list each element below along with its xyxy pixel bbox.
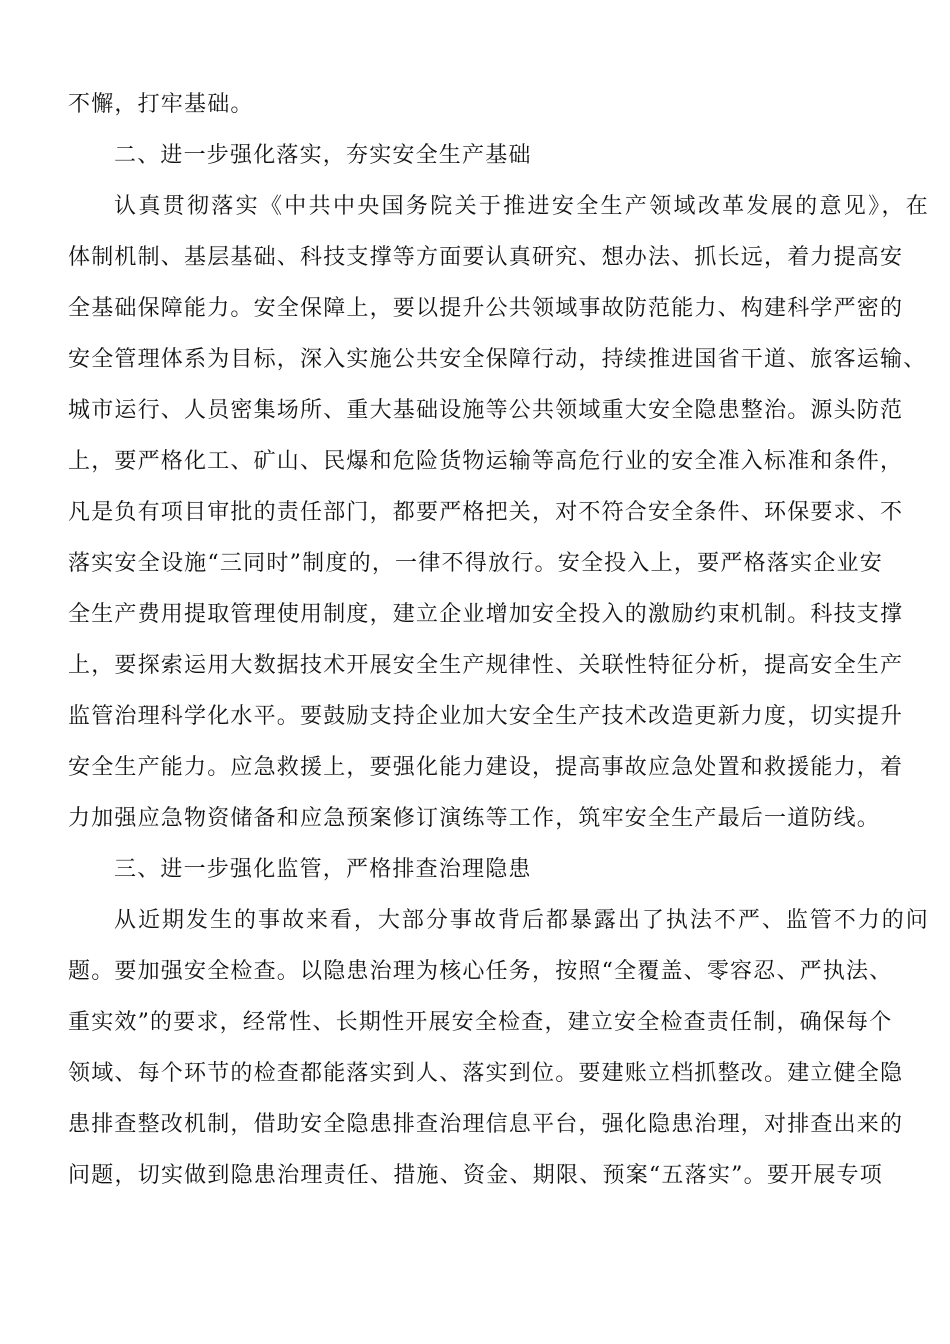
paragraph-line: 认真贯彻落实《中共中央国务院关于推进安全生产领域改革发展的意见》，在 [114,194,929,219]
paragraph-line: 上，要严格化工、矿山、民爆和危险货物运输等高危行业的安全准入标准和条件， [68,449,904,474]
paragraph-line: 问题，切实做到隐患治理责任、措施、资金、期限、预案“五落实”。要开展专项 [68,1163,883,1188]
paragraph-line: 题。要加强安全检查。以隐患治理为核心任务，按照“全覆盖、零容忍、严执法、 [68,959,893,984]
paragraph-line: 城市运行、人员密集场所、重大基础设施等公共领域重大安全隐患整治。源头防范 [68,398,904,423]
paragraph-line: 全生产费用提取管理使用制度，建立企业增加安全投入的激励约束机制。科技支撑 [68,602,904,627]
paragraph-line: 不懈，打牢基础。 [68,92,254,117]
paragraph-line: 监管治理科学化水平。要鼓励支持企业加大安全生产技术改造更新力度，切实提升 [68,704,904,729]
section-heading-2: 二、进一步强化落实，夯实安全生产基础 [114,143,532,168]
paragraph-line: 患排查整改机制，借助安全隐患排查治理信息平台，强化隐患治理，对排查出来的 [68,1112,904,1137]
paragraph-line: 领域、每个环节的检查都能落实到人、落实到位。要建账立档抓整改。建立健全隐 [68,1061,904,1086]
paragraph-line: 安全生产能力。应急救援上，要强化能力建设，提高事故应急处置和救援能力，着 [68,755,904,780]
paragraph-line: 力加强应急物资储备和应急预案修订演练等工作，筑牢安全生产最后一道防线。 [68,806,881,831]
document-body [68,90,929,1212]
paragraph-line: 全基础保障能力。安全保障上，要以提升公共领域事故防范能力、构建科学严密的 [68,296,904,321]
paragraph-line: 安全管理体系为目标，深入实施公共安全保障行动，持续推进国省干道、旅客运输、 [68,347,927,372]
section-heading-3: 三、进一步强化监管，严格排查治理隐患 [114,857,532,882]
paragraph-line: 从近期发生的事故来看，大部分事故背后都暴露出了执法不严、监管不力的问 [114,908,929,933]
paragraph-line: 上，要探索运用大数据技术开展安全生产规律性、关联性特征分析，提高安全生产 [68,653,904,678]
paragraph-line: 落实安全设施“三同时”制度的，一律不得放行。安全投入上，要严格落实企业安 [68,551,883,576]
paragraph-line: 凡是负有项目审批的责任部门，都要严格把关，对不符合安全条件、环保要求、不 [68,500,904,525]
paragraph-line: 重实效”的要求，经常性、长期性开展安全检查，建立安全检查责任制，确保每个 [68,1010,893,1035]
paragraph-line: 体制机制、基层基础、科技支撑等方面要认真研究、想办法、抓长远，着力提高安 [68,245,904,270]
